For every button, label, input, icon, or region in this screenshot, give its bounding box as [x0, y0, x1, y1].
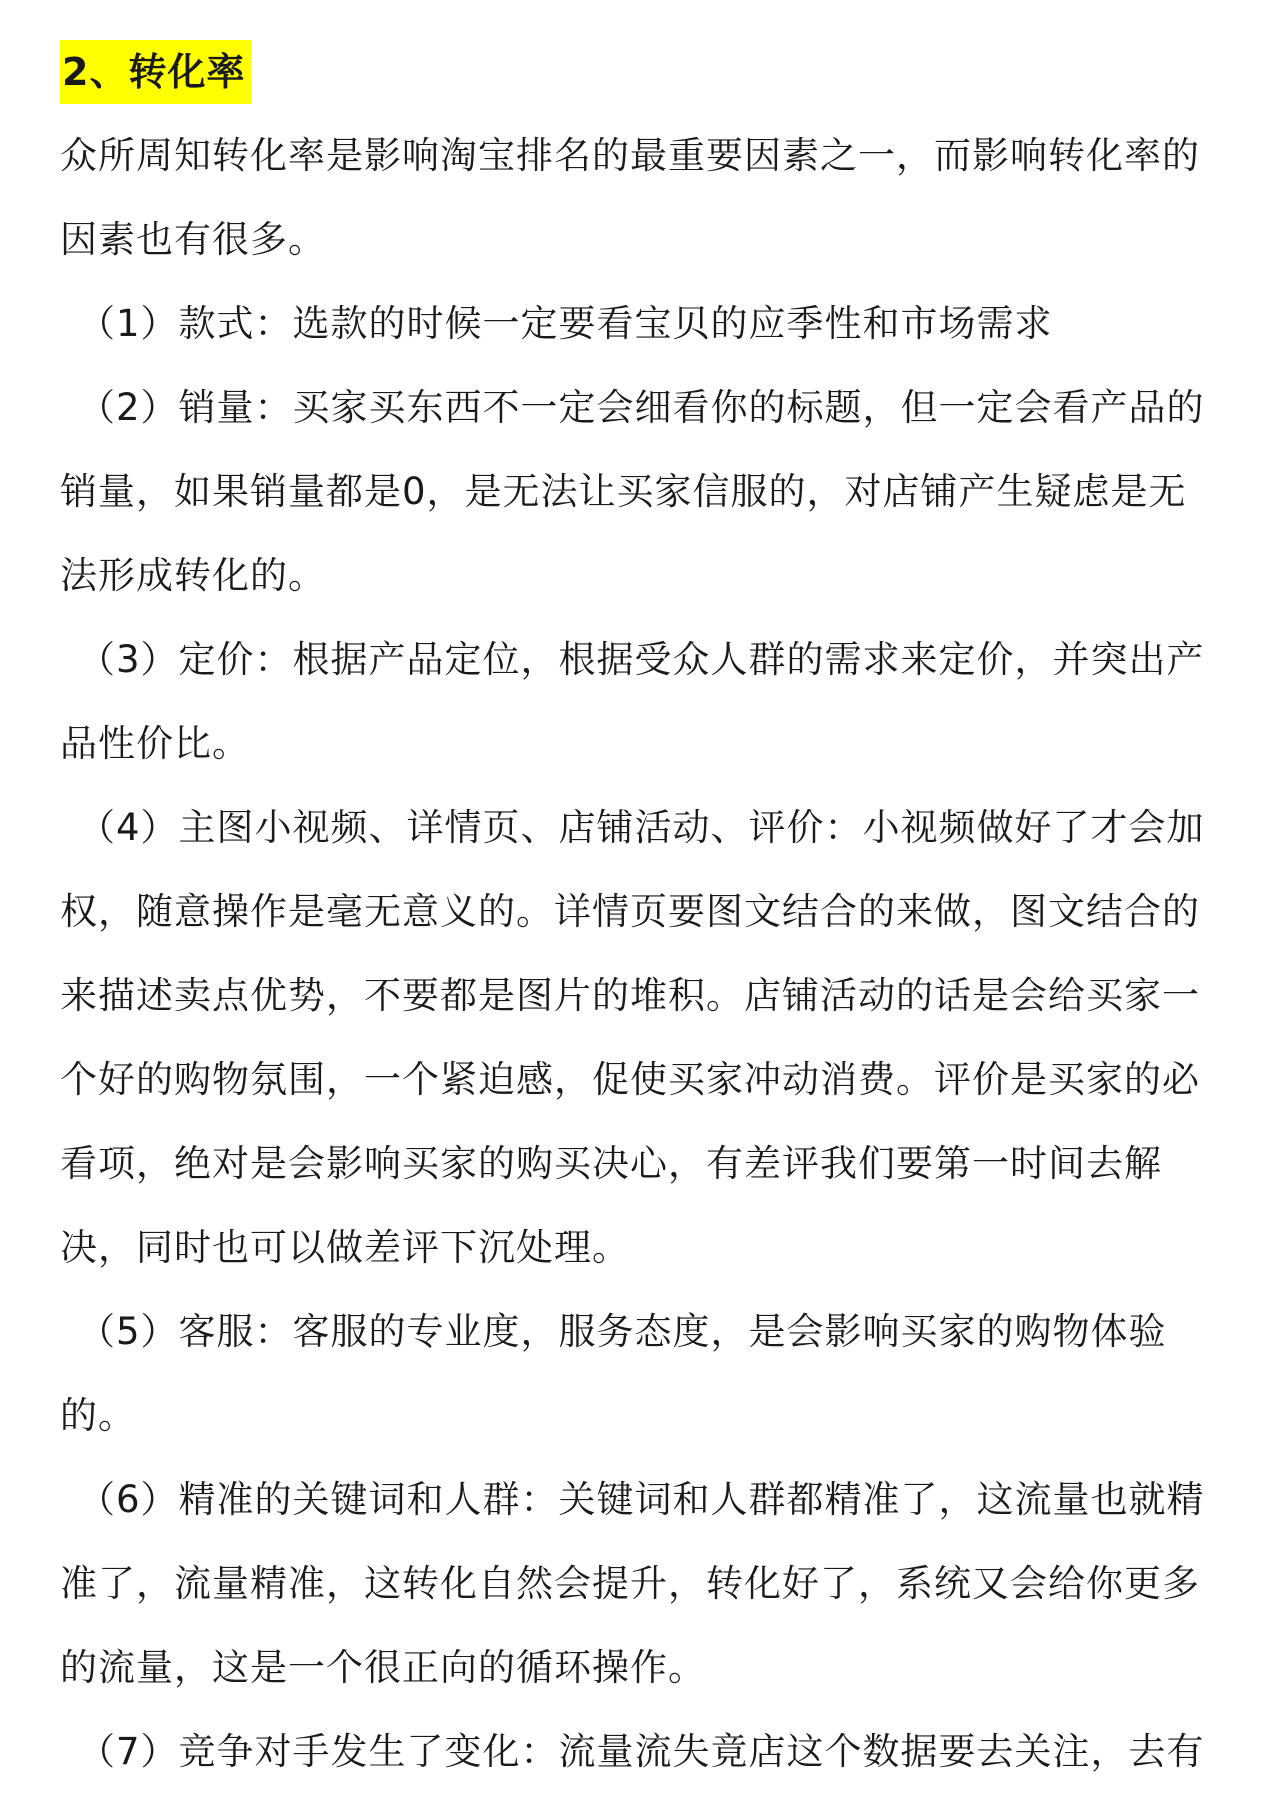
section-heading: 2、转化率 — [60, 40, 251, 104]
intro-paragraph: 众所周知转化率是影响淘宝排名的最重要因素之一，而影响转化率的因素也有很多。 — [60, 134, 1200, 261]
list-item-2: （2）销量：买家买东西不一定会细看你的标题，但一定会看产品的销量，如果销量都是0，是无法让买家信服的，对店铺产生疑虑是无法形成转化的。 — [60, 386, 1205, 597]
list-item-1: （1）款式：选款的时候一定要看宝贝的应季性和市场需求 — [78, 302, 1053, 345]
list-item-6: （6）精准的关键词和人群：关键词和人群都精准了，这流量也就精准了，流量精准，这转化自然会提升，转化好了，系统又会给你更多的流量，这是一个很正向的循环操作。 — [60, 1478, 1205, 1689]
list-item-3: （3）定价：根据产品定位，根据受众人群的需求来定价，并突出产品性价比。 — [60, 638, 1205, 765]
list-item-5: （5）客服：客服的专业度，服务态度，是会影响买家的购物体验的。 — [60, 1310, 1167, 1437]
list-item-7: （7）竞争对手发生了变化：流量流失竟店这个数据要去关注，去有 — [78, 1730, 1205, 1773]
list-item-4: （4）主图小视频、详情页、店铺活动、评价：小视频做好了才会加权，随意操作是毫无意义的。详情页要图文结合的来做，图文结合的来描述卖点优势，不要都是图片的堆积。店铺活动的话是会给买家一个好的购物氛围，一个紧迫感，促使买家冲动消费。评价是买家的必看项，绝对是会影响买家的购买决心，有差评我们要第一时间去解决，同时也可以做差评下沉处理。 — [60, 806, 1205, 1269]
